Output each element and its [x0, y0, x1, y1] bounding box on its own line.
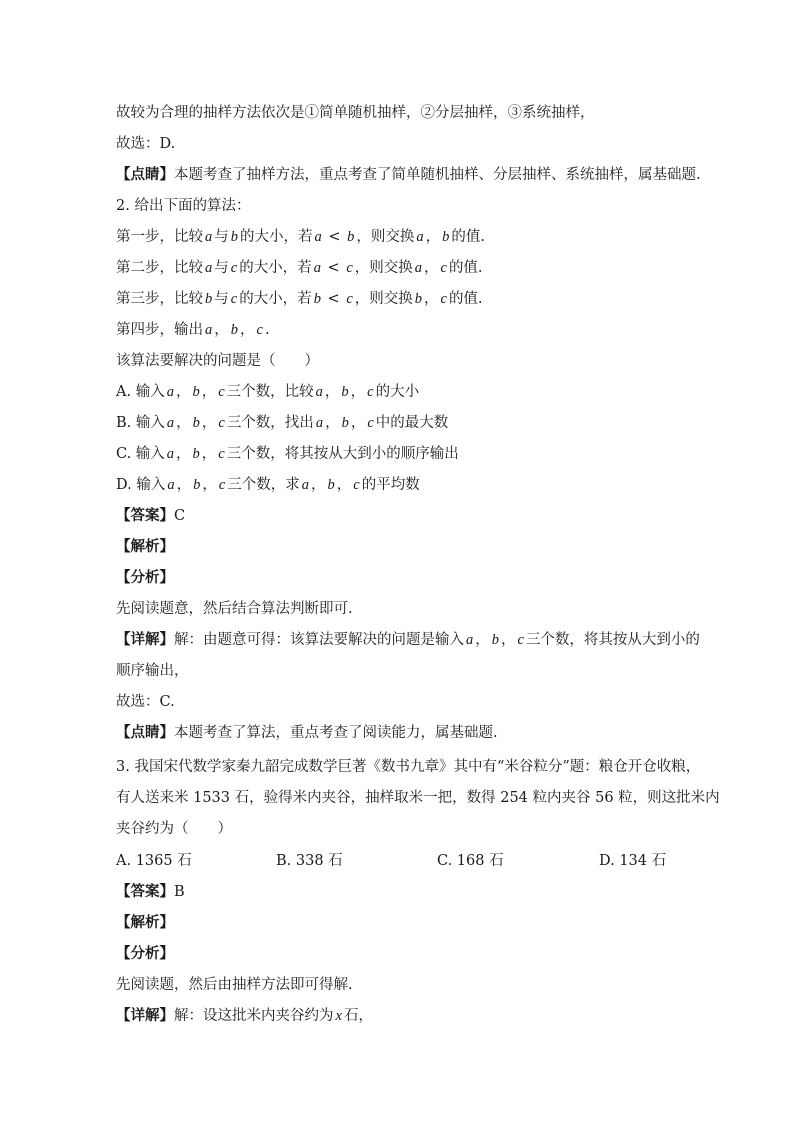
q1-conclusion: 故较为合理的抽样方法依次是①简单随机抽样，②分层抽样，③系统抽样，	[116, 105, 595, 121]
q2-detail-cont: 顺序输出，	[116, 663, 189, 679]
text: ，则交换	[354, 291, 413, 307]
text: ，	[176, 446, 191, 462]
less-than-sign: <	[322, 260, 345, 276]
q3-fenxi: 先阅读题，然后由抽样方法即可得解.	[116, 977, 353, 993]
var-c: c	[440, 291, 447, 307]
text: ，	[350, 415, 366, 431]
var-c: c	[218, 477, 226, 493]
var-c: c	[367, 415, 374, 431]
detail-tag: 【详解】	[116, 631, 174, 648]
q1-choice: 故选：D.	[116, 136, 176, 152]
var-b: b	[205, 291, 213, 307]
text: 的值.	[448, 260, 483, 276]
text: ，	[324, 384, 340, 400]
var-c: c	[440, 260, 447, 276]
var-a: a	[314, 229, 322, 245]
q3-fenxi-tag: 【分析】	[116, 945, 174, 962]
var-b: b	[193, 477, 201, 493]
q3-stem-line2: 有人送来米 1533 石，验得米内夹谷，抽样取米一把，数得 254 粒内夹谷 56 粒，则这批米内	[116, 790, 720, 806]
text: 解：由题意可得：该算法要解决的问题是输入	[174, 632, 464, 648]
q1-comment	[116, 165, 701, 185]
text: 中的最大数	[375, 415, 449, 431]
var-b: b	[313, 291, 321, 307]
q2-step2	[116, 258, 694, 278]
text: .	[264, 322, 270, 338]
var-b: b	[491, 632, 499, 648]
text: 三个数，将其按从大到小的顺序输出	[226, 446, 459, 462]
var-a: a	[301, 477, 310, 493]
var-b: b	[230, 229, 238, 245]
var-a: a	[167, 477, 175, 493]
text: ，	[424, 260, 439, 276]
text: ，	[425, 229, 441, 245]
text: 解：设这批米内夹谷约为	[174, 1008, 334, 1024]
less-than-sign: <	[323, 229, 346, 245]
option-label: C. 输入	[116, 446, 165, 462]
var-c: c	[230, 291, 238, 307]
comment-tag: 【点睛】	[116, 724, 174, 741]
less-than-sign: <	[322, 291, 345, 307]
q3-detail	[116, 1006, 694, 1026]
q2-option-c	[116, 444, 694, 464]
var-b: b	[230, 322, 238, 338]
text: ，	[240, 322, 255, 338]
text: ，	[201, 415, 217, 431]
option-label: D. 输入	[116, 477, 166, 493]
q2-analysis-tag: 【解析】	[116, 538, 174, 555]
var-a: a	[166, 415, 175, 431]
var-c: c	[218, 446, 225, 462]
q2-option-a	[116, 382, 694, 402]
q2-option-d	[116, 475, 694, 495]
answer-tag: 【答案】	[116, 883, 174, 900]
var-c: c	[218, 415, 225, 431]
var-c: c	[346, 260, 353, 276]
text: ，	[175, 384, 191, 400]
text: 三个数，将其按从大到小的	[525, 632, 700, 648]
q2-answer	[116, 506, 694, 526]
answer-tag: 【答案】	[116, 507, 174, 524]
var-a: a	[205, 229, 213, 245]
var-b: b	[341, 384, 349, 400]
q2-step1	[116, 227, 694, 247]
text: 的值.	[448, 291, 483, 307]
var-c: c	[353, 477, 360, 493]
q3-stem-line3: 夹谷约为（ ）	[116, 821, 232, 837]
var-c: c	[517, 632, 524, 648]
comment-text: 本题考查了算法，重点考查了阅读能力，属基础题.	[174, 725, 498, 741]
var-a: a	[166, 446, 175, 462]
var-a: a	[315, 384, 323, 400]
text: 三个数，比较	[226, 384, 314, 400]
q2-step3	[116, 289, 694, 309]
var-b: b	[327, 477, 335, 493]
var-x: x	[335, 1008, 342, 1024]
var-a: a	[166, 384, 174, 400]
text: ，	[176, 477, 192, 493]
q2-stem: 2. 给出下面的算法：	[116, 198, 251, 214]
q3-stem-line1: 3. 我国宋代数学家秦九韶完成数学巨著《数书九章》其中有“米谷粒分”题：粮仓开仓收粮，	[116, 759, 701, 775]
text: ，	[475, 632, 490, 648]
var-b: b	[192, 384, 200, 400]
var-c: c	[367, 384, 374, 400]
var-b: b	[414, 291, 422, 307]
var-c: c	[346, 291, 353, 307]
text: 的大小	[375, 384, 420, 400]
text: 的大小，若	[240, 229, 313, 245]
text: ，	[201, 446, 217, 462]
q3-option-a: A. 1365 石	[116, 853, 192, 869]
q2-question: 该算法要解决的问题是（ ）	[116, 353, 319, 369]
option-label: B. 输入	[116, 415, 165, 431]
var-a: a	[414, 260, 422, 276]
var-c: c	[256, 322, 263, 338]
q2-fenxi-tag: 【分析】	[116, 569, 174, 586]
q3-option-d: D. 134 石	[599, 853, 667, 869]
text: 石，	[343, 1008, 373, 1024]
q2-detail	[116, 630, 700, 650]
text: 第四步，输出	[116, 322, 203, 338]
text: 的大小，若	[239, 291, 312, 307]
q3-answer	[116, 882, 694, 902]
text: ，	[336, 477, 352, 493]
q2-option-b	[116, 413, 694, 433]
q2-comment	[116, 723, 694, 743]
var-b: b	[192, 415, 200, 431]
var-b: b	[347, 229, 355, 245]
q3-option-b: B. 338 石	[276, 853, 343, 869]
option-label: A. 输入	[116, 384, 165, 400]
text: ，	[201, 384, 217, 400]
var-a: a	[315, 415, 324, 431]
q3-analysis-tag: 【解析】	[116, 914, 174, 931]
var-b: b	[192, 446, 200, 462]
q2-step4	[116, 320, 694, 340]
text: 与	[214, 260, 229, 276]
var-a: a	[313, 260, 321, 276]
q2-choice: 故选：C.	[116, 694, 175, 710]
comment-tag: 【点睛】	[116, 166, 174, 183]
text: ，	[176, 415, 191, 431]
text: ，	[214, 322, 229, 338]
text: 第三步，比较	[116, 291, 203, 307]
var-b: b	[442, 229, 450, 245]
var-c: c	[218, 384, 225, 400]
q3-option-c: C. 168 石	[437, 853, 504, 869]
comment-text: 本题考查了抽样方法，重点考查了简单随机抽样、分层抽样、系统抽样，属基础题.	[174, 167, 701, 183]
var-a: a	[205, 322, 213, 338]
text: ，	[202, 477, 217, 493]
text: 与	[214, 229, 229, 245]
text: 的大小，若	[239, 260, 312, 276]
text: 的平均数	[361, 477, 420, 493]
var-a: a	[466, 632, 474, 648]
var-b: b	[341, 415, 349, 431]
text: ，则交换	[354, 260, 413, 276]
text: ，	[350, 384, 366, 400]
answer-value: C	[174, 508, 186, 524]
var-c: c	[230, 260, 238, 276]
var-a: a	[416, 229, 424, 245]
text: 三个数，找出	[226, 415, 314, 431]
text: 的值.	[451, 229, 485, 245]
var-a: a	[205, 260, 213, 276]
text: 与	[214, 291, 229, 307]
text: 三个数，求	[227, 477, 300, 493]
answer-value: B	[174, 884, 185, 900]
text: ，则交换	[356, 229, 415, 245]
text: 第一步，比较	[116, 229, 203, 245]
q2-fenxi: 先阅读题意，然后结合算法判断即可.	[116, 601, 353, 617]
text: ，	[501, 632, 516, 648]
text: ，	[325, 415, 340, 431]
text: ，	[311, 477, 326, 493]
text: ，	[424, 291, 439, 307]
text: 第二步，比较	[116, 260, 203, 276]
detail-tag: 【详解】	[116, 1007, 174, 1024]
